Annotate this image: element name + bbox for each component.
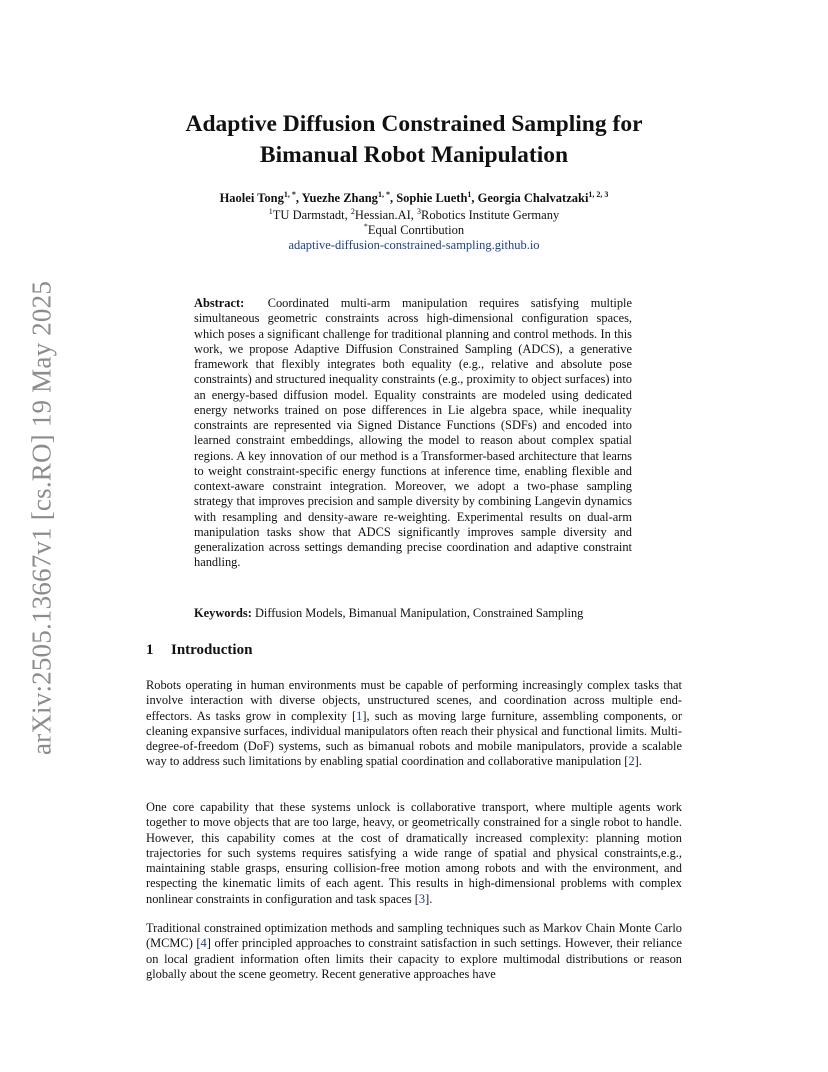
keywords	[194, 606, 632, 621]
author-list	[0, 191, 828, 206]
affiliation-name: Hessian.AI	[354, 208, 411, 222]
section-title: Introduction	[171, 642, 253, 658]
author-name: Sophie Lueth	[396, 191, 468, 205]
abstract-label: Abstract:	[194, 296, 245, 310]
equal-contribution-text: Equal Conrtibution	[367, 223, 465, 237]
keywords-label: Keywords:	[194, 606, 252, 620]
author-separator: ,	[389, 191, 397, 205]
paper-title	[0, 109, 828, 171]
paragraph-text: ] offer principled approaches to constraint satisfaction in such settings. However, their reliance on local gradient information often limits their capacity to explore multimodal distributions or reason globally about the scene geometry. Recent generative approaches have	[146, 936, 682, 981]
intro-paragraph-3	[146, 921, 682, 982]
affiliation-separator: ,	[344, 208, 351, 222]
intro-paragraph-2	[146, 800, 682, 907]
author-affiliation-mark: 1	[467, 189, 472, 199]
intro-paragraph-1	[146, 678, 682, 770]
author-name: Georgia Chalvatzaki	[477, 191, 589, 205]
project-website-link[interactable]: adaptive-diffusion-constrained-sampling.github.io	[288, 238, 540, 252]
title-line-1: Adaptive Diffusion Constrained Sampling for	[185, 111, 643, 137]
section-number: 1	[146, 642, 154, 658]
affiliation-number: 1	[268, 206, 273, 216]
paragraph-text: One core capability that these systems unlock is collaborative transport, where multiple agents work together to move objects that are too large, heavy, or geometrically constrained for a single robot to handle. However, this capability comes at the cost of dramatically increased complexity: planning motion trajectories for such systems requires satisfying a wide range of spatial and physical constraints,e.g., maintaining stable grasps, ensuring collision-free motion among robots and with the environment, and respecting the kinematic limits of each agent. This results in high-dimensional problems with complex nonlinear constraints in configuration and task spaces [	[146, 800, 682, 906]
abstract	[194, 296, 632, 571]
abstract-text: Coordinated multi-arm manipulation requires satisfying multiple simultaneous geometric constraints across high-dimensional configuration spaces, which poses a significant challenge for traditional planning and control methods. In this work, we propose Adaptive Diffusion Constrained Sampling (ADCS), a generative framework that flexibly integrates both equality (e.g., relative and absolute pose constraints) and structured inequality constraints (e.g., proximity to object surfaces) into an energy-based diffusion model. Equality constraints are modeled using dedicated energy networks trained on pose differences in Lie algebra space, while inequality constraints are represented via Signed Distance Functions (SDFs) and encoded into learned constraint embeddings, allowing the model to reason about complex spatial regions. A key innovation of our method is a Transformer-based architecture that learns to weight constraint-specific energy functions at inference time, enabling flexible and context-aware constraint integration. Moreover, we adopt a two-phase sampling strategy that improves precision and sample diversity by combining Langevin dynamics with resampling and density-aware re-weighting. Experimental results on dual-arm manipulation tasks show that ADCS significantly improves sample diversity and generalization across settings demanding precise coordination and adaptive constraint handling.	[194, 296, 632, 570]
author-separator: ,	[471, 191, 478, 205]
citation-link[interactable]: 2	[628, 754, 635, 769]
affiliation-separator: ,	[410, 208, 418, 222]
section-heading	[146, 642, 252, 659]
citation-link[interactable]: 1	[356, 708, 363, 723]
paragraph-text: ].	[634, 754, 642, 769]
author-affiliation-mark: 1, 2, 3	[588, 189, 609, 199]
equal-contribution-note	[0, 223, 828, 238]
author-separator: ,	[295, 191, 302, 205]
affiliation-name: TU Darmstadt	[272, 208, 345, 222]
equal-contribution-mark: *	[363, 221, 368, 231]
affiliation-number: 2	[350, 206, 355, 216]
arxiv-identifier: arXiv:2505.13667v1 [cs.RO] 19 May 2025	[26, 280, 57, 756]
paragraph-text: Robots operating in human environments must be capable of performing increasingly complex tasks that involve interaction with diverse objects, unstructured scenes, and coordination across multiple end-effectors. As tasks grow in complexity [	[146, 678, 682, 723]
author-affiliation-mark: 1, *	[377, 189, 390, 199]
title-line-2: Bimanual Robot Manipulation	[259, 142, 569, 168]
paragraph-text: ], such as moving large furniture, assembling components, or cleaning expansive surfaces, individual manipulators often reach their physical and functional limits. Multi-degree-of-freedom (DoF) systems, such as bimanual robots and mobile manipulators, provide a scalable way to address such limitations by enabling spatial coordination and collaborative manipulation [	[146, 708, 683, 769]
paragraph-text: Traditional constrained optimization methods and sampling techniques such as Markov Chain Monte Carlo (MCMC) [	[146, 921, 682, 951]
paragraph-text: ].	[425, 891, 433, 906]
author-name: Yuezhe Zhang	[301, 191, 378, 205]
citation-link[interactable]: 3	[418, 891, 426, 906]
affiliation-number: 3	[417, 206, 422, 216]
author-name: Haolei Tong	[219, 191, 284, 205]
citation-link[interactable]: 4	[200, 936, 207, 951]
author-affiliation-mark: 1, *	[283, 189, 296, 199]
keywords-text: Diffusion Models, Bimanual Manipulation, Constrained Sampling	[254, 606, 584, 620]
affiliation-name: Robotics Institute Germany	[421, 208, 560, 222]
affiliation-list	[0, 208, 828, 223]
